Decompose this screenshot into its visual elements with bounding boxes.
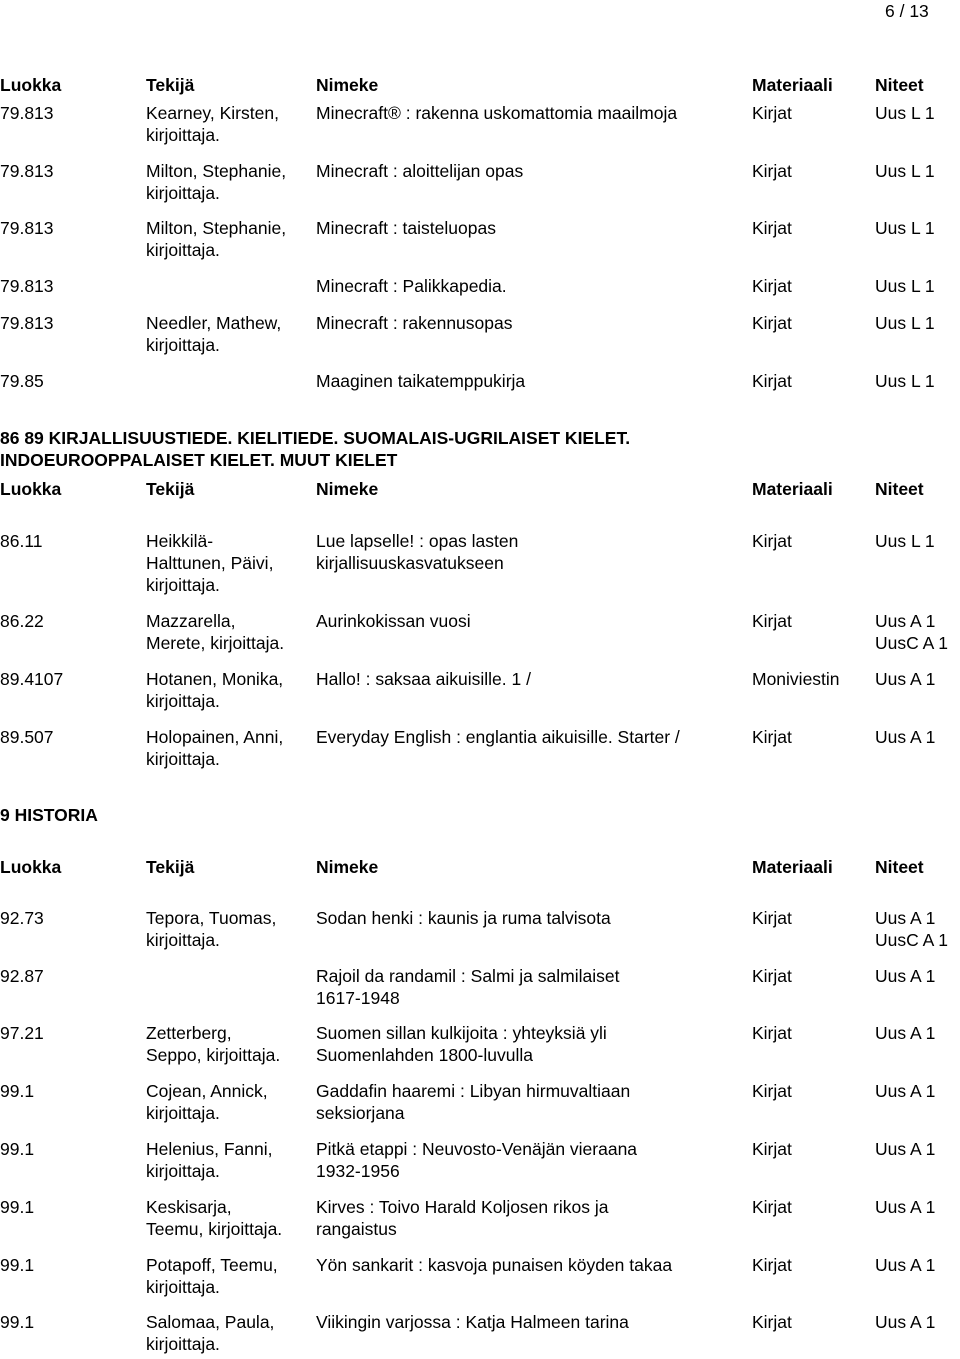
cell-nimeke-line: kirjallisuuskasvatukseen	[316, 553, 504, 573]
cell-tekija	[146, 102, 311, 146]
column-header-materiaali: Materiaali	[752, 479, 833, 499]
cell-luokka: 79.85	[0, 371, 44, 391]
cell-luokka: 79.813	[0, 313, 54, 333]
cell-tekija	[146, 530, 311, 596]
cell-niteet	[875, 726, 960, 748]
cell-tekija-line: Milton, Stephanie,	[146, 161, 287, 181]
cell-materiaali: Kirjat	[752, 611, 792, 631]
cell-luokka: 86.11	[0, 531, 43, 551]
column-header-luokka: Luokka	[0, 479, 62, 499]
cell-niteet	[875, 1138, 960, 1160]
cell-niteet-line: Uus L 1	[875, 371, 935, 391]
cell-tekija-line: Hotanen, Monika,	[146, 669, 284, 689]
cell-tekija	[146, 1254, 311, 1298]
cell-tekija-line: kirjoittaja.	[146, 1161, 220, 1181]
cell-nimeke	[316, 370, 746, 392]
cell-niteet-line: Uus A 1	[875, 1023, 936, 1043]
column-header-niteet: Niteet	[875, 479, 924, 499]
cell-tekija-line: kirjoittaja.	[146, 1334, 220, 1354]
cell-luokka: 99.1	[0, 1255, 35, 1275]
cell-tekija	[146, 1311, 311, 1355]
column-header-row	[0, 856, 960, 878]
cell-luokka: 99.1	[0, 1197, 35, 1217]
cell-nimeke	[316, 1080, 746, 1124]
cell-materiaali: Kirjat	[752, 1023, 792, 1043]
cell-luokka: 79.813	[0, 276, 54, 296]
cell-nimeke-line: Everyday English : englantia aikuisille. Starter /	[316, 727, 680, 747]
cell-materiaali: Moniviestin	[752, 669, 840, 689]
cell-nimeke-line: Minecraft : taisteluopas	[316, 218, 496, 238]
cell-niteet-line: Uus A 1	[875, 1255, 936, 1275]
column-header-nimeke: Nimeke	[316, 75, 379, 95]
cell-tekija	[146, 907, 311, 951]
cell-materiaali: Kirjat	[752, 966, 792, 986]
cell-tekija	[146, 1080, 311, 1124]
cell-nimeke-line: Suomen sillan kulkijoita : yhteyksiä yli	[316, 1023, 607, 1043]
cell-tekija	[146, 217, 311, 261]
cell-tekija-line: Teemu, kirjoittaja.	[146, 1219, 283, 1239]
cell-tekija-line: kirjoittaja.	[146, 575, 220, 595]
cell-tekija	[146, 1022, 311, 1066]
cell-tekija-line: Kearney, Kirsten,	[146, 103, 279, 123]
cell-luokka: 79.813	[0, 161, 54, 181]
cell-niteet	[875, 1196, 960, 1218]
cell-niteet-line: Uus A 1	[875, 1197, 936, 1217]
cell-tekija-line: Salomaa, Paula,	[146, 1312, 275, 1332]
cell-tekija-line: kirjoittaja.	[146, 1103, 220, 1123]
cell-niteet	[875, 370, 960, 392]
column-header-nimeke: Nimeke	[316, 857, 379, 877]
cell-nimeke-line: seksiorjana	[316, 1103, 405, 1123]
cell-niteet	[875, 907, 960, 951]
cell-materiaali: Kirjat	[752, 1197, 792, 1217]
cell-tekija	[146, 1196, 311, 1240]
cell-tekija	[146, 726, 311, 770]
cell-materiaali: Kirjat	[752, 531, 792, 551]
cell-tekija-line: Needler, Mathew,	[146, 313, 282, 333]
cell-nimeke	[316, 530, 746, 574]
cell-materiaali: Kirjat	[752, 727, 792, 747]
cell-nimeke	[316, 610, 746, 632]
cell-nimeke	[316, 1254, 746, 1276]
cell-luokka: 86.22	[0, 611, 44, 631]
cell-niteet	[875, 275, 960, 297]
cell-tekija	[146, 312, 311, 356]
cell-niteet-line: UusC A 1	[875, 633, 948, 653]
cell-tekija-line: Heikkilä-	[146, 531, 214, 551]
cell-tekija-line: Seppo, kirjoittaja.	[146, 1045, 281, 1065]
cell-niteet-line: Uus A 1	[875, 727, 936, 747]
cell-materiaali: Kirjat	[752, 1255, 792, 1275]
cell-niteet-line: Uus L 1	[875, 161, 935, 181]
cell-materiaali: Kirjat	[752, 218, 792, 238]
cell-nimeke-line: Minecraft : Palikkapedia.	[316, 276, 507, 296]
cell-nimeke	[316, 312, 746, 334]
section-title	[0, 427, 630, 471]
cell-tekija-line: Halttunen, Päivi,	[146, 553, 274, 573]
cell-nimeke-line: Minecraft : aloittelijan opas	[316, 161, 524, 181]
cell-materiaali: Kirjat	[752, 103, 792, 123]
cell-nimeke-line: Rajoil da randamil : Salmi ja salmilaiset	[316, 966, 620, 986]
cell-tekija-line: Mazzarella,	[146, 611, 236, 631]
cell-materiaali: Kirjat	[752, 313, 792, 333]
cell-nimeke	[316, 668, 746, 690]
cell-luokka: 79.813	[0, 103, 54, 123]
cell-nimeke-line: Hallo! : saksaa aikuisille. 1 /	[316, 669, 531, 689]
cell-nimeke	[316, 1196, 746, 1240]
cell-tekija-line: kirjoittaja.	[146, 240, 220, 260]
column-header-nimeke: Nimeke	[316, 479, 379, 499]
cell-materiaali: Kirjat	[752, 276, 792, 296]
cell-nimeke	[316, 965, 746, 1009]
column-header-niteet: Niteet	[875, 75, 924, 95]
cell-nimeke-line: Yön sankarit : kasvoja punaisen köyden takaa	[316, 1255, 673, 1275]
section-title-line: 86 89 KIRJALLISUUSTIEDE. KIELITIEDE. SUOMALAIS-UGRILAISET KIELET.	[0, 428, 631, 448]
cell-nimeke	[316, 102, 746, 124]
cell-materiaali: Kirjat	[752, 1312, 792, 1332]
cell-niteet	[875, 668, 960, 690]
cell-materiaali: Kirjat	[752, 371, 792, 391]
cell-nimeke-line: 1617-1948	[316, 988, 400, 1008]
cell-tekija-line: kirjoittaja.	[146, 691, 220, 711]
cell-tekija-line: Cojean, Annick,	[146, 1081, 268, 1101]
cell-nimeke	[316, 1022, 746, 1066]
section-title-line: 9 HISTORIA	[0, 805, 98, 825]
column-header-row	[0, 74, 960, 96]
cell-nimeke-line: Minecraft® : rakenna uskomattomia maailmoja	[316, 103, 678, 123]
cell-tekija	[146, 610, 311, 654]
cell-tekija	[146, 668, 311, 712]
cell-nimeke-line: Lue lapselle! : opas lasten	[316, 531, 519, 551]
cell-materiaali: Kirjat	[752, 161, 792, 181]
cell-nimeke-line: rangaistus	[316, 1219, 397, 1239]
cell-tekija-line: Merete, kirjoittaja.	[146, 633, 285, 653]
column-header-materiaali: Materiaali	[752, 857, 833, 877]
cell-nimeke-line: Maaginen taikatemppukirja	[316, 371, 526, 391]
cell-niteet	[875, 1022, 960, 1044]
cell-nimeke-line: Viikingin varjossa : Katja Halmeen tarina	[316, 1312, 629, 1332]
cell-niteet-line: Uus L 1	[875, 531, 935, 551]
column-header-niteet: Niteet	[875, 857, 924, 877]
cell-nimeke	[316, 160, 746, 182]
cell-niteet-line: UusC A 1	[875, 930, 948, 950]
cell-nimeke-line: Pitkä etappi : Neuvosto-Venäjän vieraana	[316, 1139, 638, 1159]
cell-nimeke	[316, 1138, 746, 1182]
column-header-tekija: Tekijä	[146, 75, 195, 95]
cell-niteet-line: Uus A 1	[875, 669, 936, 689]
page-number: 6 / 13	[885, 1, 929, 21]
cell-tekija-line: kirjoittaja.	[146, 1277, 220, 1297]
cell-nimeke-line: Gaddafin haaremi : Libyan hirmuvaltiaan	[316, 1081, 631, 1101]
cell-nimeke-line: Aurinkokissan vuosi	[316, 611, 471, 631]
cell-materiaali: Kirjat	[752, 908, 792, 928]
column-header-luokka: Luokka	[0, 857, 62, 877]
cell-luokka: 99.1	[0, 1139, 35, 1159]
cell-niteet-line: Uus L 1	[875, 218, 935, 238]
cell-niteet	[875, 1254, 960, 1276]
cell-niteet-line: Uus A 1	[875, 1081, 936, 1101]
section-title-line: INDOEUROOPPALAISET KIELET. MUUT KIELET	[0, 450, 398, 470]
cell-tekija-line: kirjoittaja.	[146, 183, 220, 203]
cell-tekija-line: kirjoittaja.	[146, 749, 220, 769]
cell-nimeke-line: Minecraft : rakennusopas	[316, 313, 513, 333]
cell-tekija	[146, 1138, 311, 1182]
cell-tekija-line: kirjoittaja.	[146, 125, 220, 145]
cell-niteet-line: Uus A 1	[875, 908, 936, 928]
cell-niteet	[875, 610, 960, 654]
cell-nimeke-line: Sodan henki : kaunis ja ruma talvisota	[316, 908, 611, 928]
cell-nimeke	[316, 275, 746, 297]
cell-tekija-line: kirjoittaja.	[146, 930, 220, 950]
cell-niteet-line: Uus L 1	[875, 313, 935, 333]
cell-tekija-line: Helenius, Fanni,	[146, 1139, 273, 1159]
cell-niteet-line: Uus L 1	[875, 276, 935, 296]
cell-tekija-line: Zetterberg,	[146, 1023, 232, 1043]
cell-tekija-line: Tepora, Tuomas,	[146, 908, 277, 928]
cell-niteet	[875, 1080, 960, 1102]
cell-niteet	[875, 102, 960, 124]
column-header-tekija: Tekijä	[146, 857, 195, 877]
cell-niteet	[875, 1311, 960, 1333]
cell-niteet	[875, 312, 960, 334]
cell-nimeke-line: Suomenlahden 1800-luvulla	[316, 1045, 533, 1065]
cell-luokka: 97.21	[0, 1023, 44, 1043]
cell-niteet	[875, 530, 960, 552]
cell-niteet-line: Uus A 1	[875, 1312, 936, 1332]
cell-materiaali: Kirjat	[752, 1081, 792, 1101]
column-header-tekija: Tekijä	[146, 479, 195, 499]
cell-tekija-line: Milton, Stephanie,	[146, 218, 287, 238]
cell-niteet-line: Uus A 1	[875, 966, 936, 986]
cell-nimeke	[316, 726, 746, 748]
column-header-materiaali: Materiaali	[752, 75, 833, 95]
cell-materiaali: Kirjat	[752, 1139, 792, 1159]
cell-tekija-line: Holopainen, Anni,	[146, 727, 284, 747]
cell-luokka: 89.507	[0, 727, 54, 747]
cell-niteet	[875, 965, 960, 987]
cell-nimeke	[316, 217, 746, 239]
cell-tekija-line: Keskisarja,	[146, 1197, 232, 1217]
cell-nimeke	[316, 1311, 746, 1333]
cell-luokka: 79.813	[0, 218, 54, 238]
cell-tekija-line: Potapoff, Teemu,	[146, 1255, 278, 1275]
column-header-luokka: Luokka	[0, 75, 62, 95]
cell-luokka: 99.1	[0, 1312, 35, 1332]
cell-nimeke-line: Kirves : Toivo Harald Koljosen rikos ja	[316, 1197, 609, 1217]
cell-luokka: 92.87	[0, 966, 44, 986]
cell-nimeke-line: 1932-1956	[316, 1161, 400, 1181]
cell-luokka: 92.73	[0, 908, 44, 928]
column-header-row	[0, 478, 960, 500]
cell-niteet-line: Uus A 1	[875, 1139, 936, 1159]
cell-luokka: 99.1	[0, 1081, 35, 1101]
cell-nimeke	[316, 907, 746, 929]
section-title	[0, 804, 98, 826]
cell-niteet	[875, 217, 960, 239]
cell-tekija-line: kirjoittaja.	[146, 335, 220, 355]
cell-niteet-line: Uus A 1	[875, 611, 936, 631]
cell-niteet	[875, 160, 960, 182]
cell-tekija	[146, 160, 311, 204]
cell-niteet-line: Uus L 1	[875, 103, 935, 123]
cell-luokka: 89.4107	[0, 669, 64, 689]
